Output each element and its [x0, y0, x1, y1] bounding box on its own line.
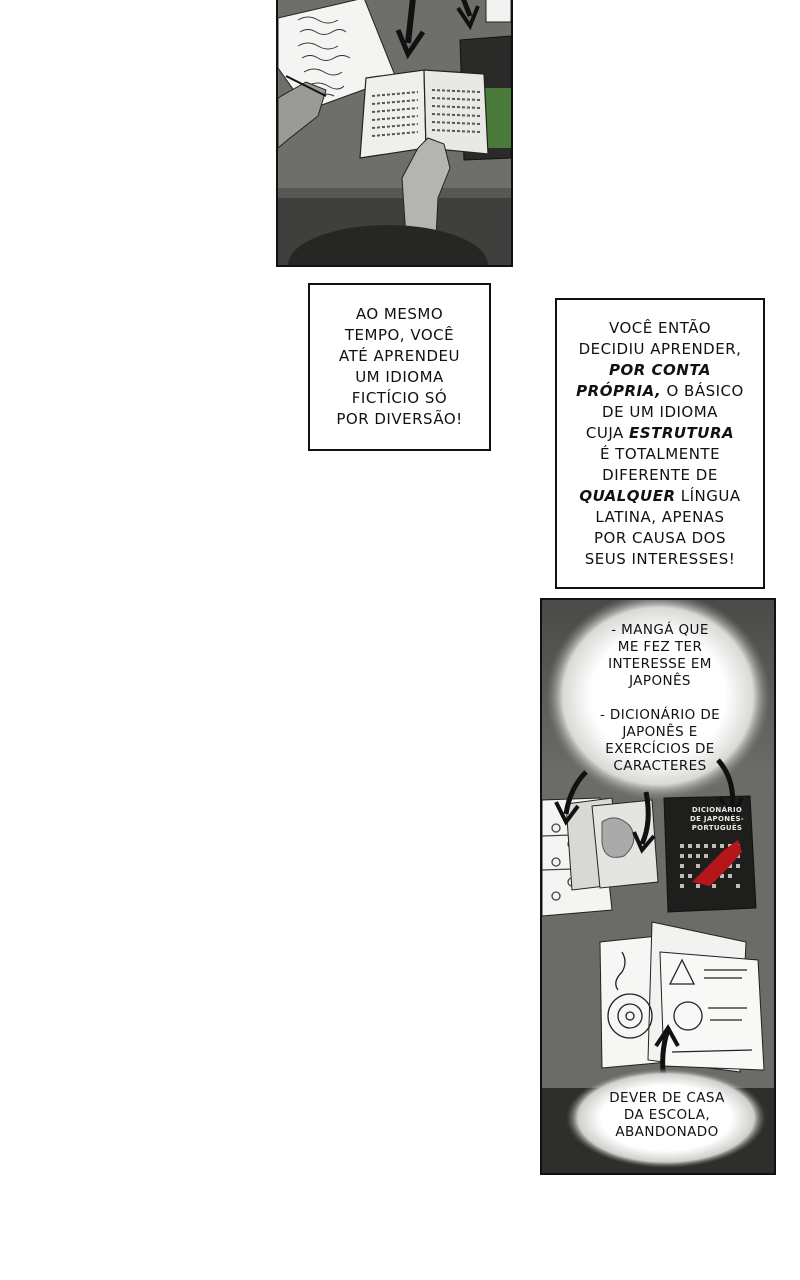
- note-line: ABANDONADO: [615, 1124, 719, 1140]
- note-spacer: [562, 690, 758, 707]
- top-study-panel: [276, 0, 513, 267]
- note-line: INTERESSE EM: [608, 656, 712, 672]
- caption-fictional-language: [308, 283, 491, 451]
- caption-line: [557, 381, 763, 402]
- dictionary-title-line: DE JAPONÊS-: [689, 815, 745, 823]
- caption-line: POR CAUSA DOS: [594, 528, 726, 547]
- caption-text: O BÁSICO: [661, 381, 744, 400]
- caption-line: É TOTALMENTE: [599, 444, 721, 463]
- caption-emphasis: POR CONTA: [608, 360, 711, 379]
- dictionary-title-line: DICIONÁRIO: [691, 806, 743, 814]
- note-manga-dictionary: [562, 622, 758, 775]
- note-line: ME FEZ TER: [617, 639, 703, 655]
- caption-emphasis: ESTRUTURA: [629, 423, 735, 442]
- caption-line: FICTÍCIO SÓ: [351, 389, 448, 407]
- note-line: JAPONÊS: [629, 673, 691, 689]
- caption-emphasis: PRÓPRIA,: [576, 381, 662, 400]
- note-line: CARACTERES: [613, 758, 707, 774]
- note-line: JAPONÊS E: [622, 724, 698, 740]
- dictionary-cover-title: [676, 806, 758, 833]
- caption-line: POR DIVERSÃO!: [336, 410, 463, 428]
- caption-line: DE UM IDIOMA: [602, 402, 718, 421]
- caption-line: LATINA, APENAS: [595, 507, 725, 526]
- caption-line: [557, 486, 763, 507]
- note-line: EXERCÍCIOS DE: [605, 741, 715, 757]
- note-line: - DICIONÁRIO DE: [599, 707, 721, 723]
- caption-emphasis: QUALQUER: [579, 486, 676, 505]
- caption-line: VOCÊ ENTÃO: [608, 318, 712, 337]
- note-line: DA ESCOLA,: [623, 1107, 711, 1123]
- note-line: - MANGÁ QUE: [611, 622, 709, 638]
- caption-line: [557, 423, 763, 444]
- dictionary-title-line: PORTUGUÊS: [691, 824, 743, 832]
- note-line: DEVER DE CASA: [609, 1090, 725, 1106]
- caption-line: UM IDIOMA: [355, 368, 444, 386]
- caption-line: SEUS INTERESSES!: [584, 549, 736, 568]
- caption-text: CUJA: [585, 423, 630, 442]
- note-abandoned-homework: [570, 1090, 764, 1141]
- study-desk-illustration: [278, 0, 511, 265]
- caption-text: LÍNGUA: [675, 486, 741, 505]
- caption-line: AO MESMO: [355, 305, 444, 323]
- caption-line: ATÉ APRENDEU: [339, 347, 460, 365]
- caption-line: DECIDIU APRENDER,: [578, 339, 742, 358]
- caption-line: TEMPO, VOCÊ: [344, 326, 455, 344]
- caption-learned-japanese: [555, 298, 765, 589]
- caption-line: DIFERENTE DE: [602, 465, 718, 484]
- desk-items-panel: [540, 598, 776, 1175]
